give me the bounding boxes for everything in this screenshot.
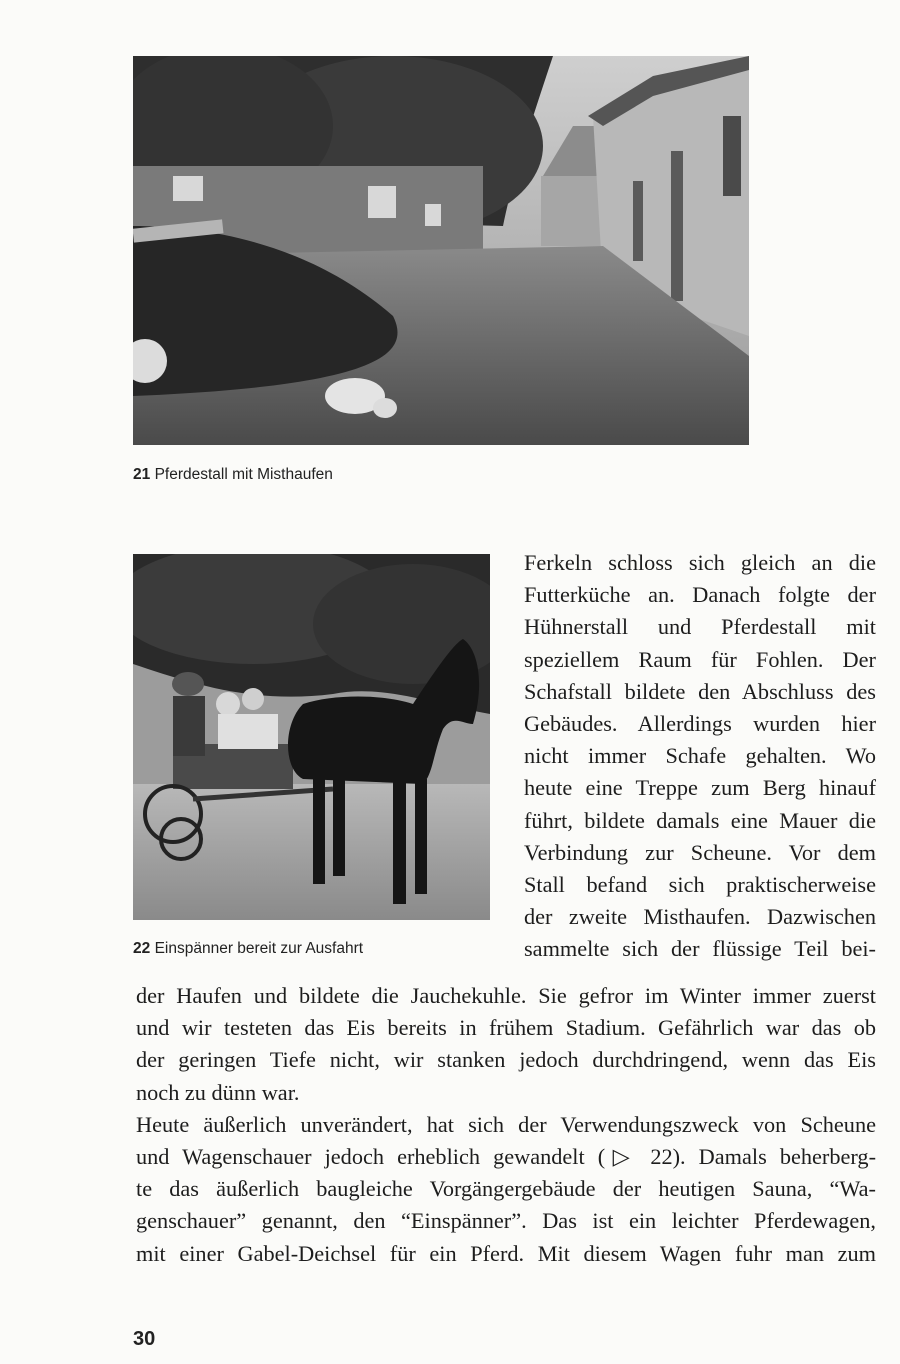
photo-horse-carriage bbox=[133, 554, 490, 920]
text-line: der Haufen und bildete die Jauchekuhle. Sie gefror im Winter immer zuerst bbox=[136, 983, 876, 1008]
text-line: sammelte sich der flüssige Teil bei- bbox=[524, 936, 876, 962]
page-number: 30 bbox=[133, 1328, 156, 1350]
text-line: Ferkeln schloss sich gleich an die bbox=[524, 550, 876, 575]
text-line: der zweite Misthaufen. Dazwischen bbox=[524, 904, 876, 930]
text-line: te das äußerlich baugleiche Vorgängergebäude der heutigen Sauna, “Wa- bbox=[136, 1176, 876, 1202]
figure-caption-21 bbox=[133, 466, 333, 484]
figure-caption-22 bbox=[133, 940, 363, 958]
text-line: heute eine Treppe zum Berg hinauf bbox=[524, 775, 876, 801]
text-line: und wir testeten das Eis bereits in frühem Stadium. Gefährlich war das ob bbox=[136, 1015, 876, 1041]
text-line: Heute äußerlich unverändert, hat sich der Verwendungszweck von Scheune bbox=[136, 1111, 876, 1137]
text-line: noch zu dünn war. bbox=[136, 1079, 300, 1105]
text-line: mit einer Gabel-Deichsel für ein Pferd. Mit diesem Wagen fuhr man zum bbox=[136, 1240, 876, 1266]
text-line: genschauer” genannt, den “Einspänner”. Das ist ein leichter Pferdewagen, bbox=[136, 1208, 876, 1234]
figure-caption-text: Einspänner bereit zur Ausfahrt bbox=[154, 940, 364, 957]
figure-number: 21 bbox=[133, 466, 151, 483]
text-line: führt, bildete damals eine Mauer die bbox=[524, 807, 876, 833]
text-line: Stall befand sich praktischerweise bbox=[524, 871, 876, 897]
text-line: und Wagenschauer jedoch erheblich gewandelt (▷ 22). Damals beherberg- bbox=[136, 1143, 876, 1169]
figure-number: 22 bbox=[133, 940, 151, 957]
figure-caption-text: Pferdestall mit Misthaufen bbox=[154, 466, 333, 483]
text-line: Gebäudes. Allerdings wurden hier bbox=[524, 710, 876, 736]
text-line: nicht immer Schafe gehalten. Wo bbox=[524, 743, 876, 769]
text-line: speziellem Raum für Fohlen. Der bbox=[524, 646, 876, 672]
text-line: Verbindung zur Scheune. Vor dem bbox=[524, 839, 876, 865]
body-text-full-width bbox=[136, 980, 876, 1270]
photo-farmyard-manure bbox=[133, 56, 749, 445]
text-line: Schafstall bildete den Abschluss des bbox=[524, 678, 876, 704]
text-line: der geringen Tiefe nicht, wir stanken jedoch durchdringend, wenn das Eis bbox=[136, 1047, 876, 1073]
body-text-right-column bbox=[524, 547, 876, 965]
text-line: Futterküche an. Danach folgte der bbox=[524, 582, 876, 608]
text-line: Hühnerstall und Pferdestall mit bbox=[524, 614, 876, 640]
